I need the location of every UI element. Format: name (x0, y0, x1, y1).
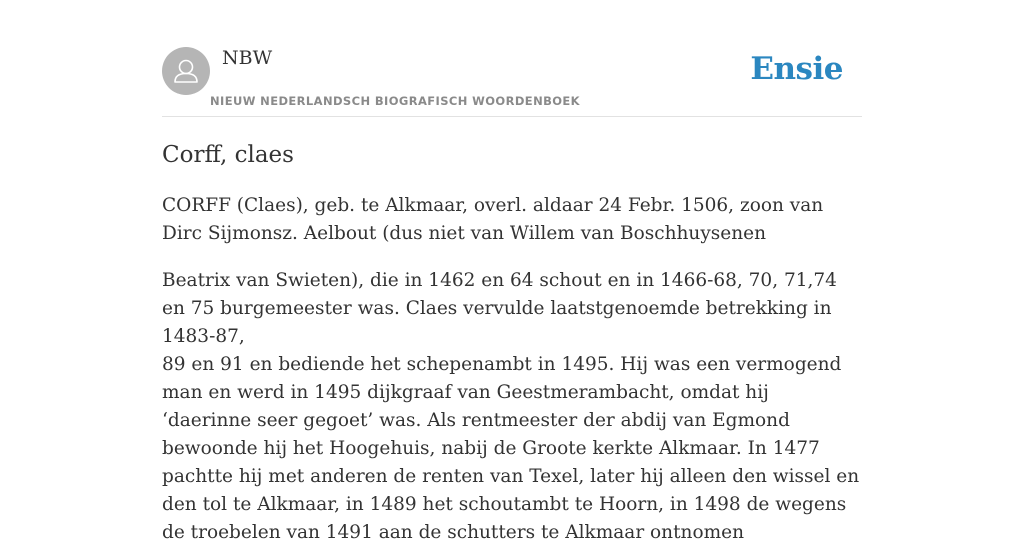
article-paragraph-3: 89 en 91 en bediende het schepenambt in 1495. Hij was een vermogend man en werd in 1495 dijkgraaf van Geestmerambacht, omdat hij ‘daerinne seer gegoet’ was. Als rentmeester der abdij van Egmond bewoonde hij het Hoogehuis, nabij de Groote kerkte Alkmaar. In 1477 pachtte hij met anderen de renten van Texel, later hij alleen den wissel en den tol te Alkmaar, in 1489 het schoutambt te Hoorn, in 1498 de wegens de troebelen van 1491 aan de schutters te Alkmaar ontnomen (162, 354, 860, 543)
source-header (162, 40, 862, 117)
avatar[interactable] (162, 47, 210, 95)
user-icon (162, 47, 210, 95)
article-paragraph-2: Beatrix van Swieten), die in 1462 en 64 schout en in 1466-68, 70, 71,74 en 75 burgemeester was. Claes vervulde laatstgenoemde betrekking in 1483-87, (162, 270, 837, 347)
ensie-logo[interactable]: Ensie (750, 51, 843, 87)
article-paragraph-1: CORFF (Claes), geb. te Alkmaar, overl. aldaar 24 Febr. 1506, zoon van Dirc Sijmonsz. Aelbout (dus niet van Willem van Boschhuysenen (162, 195, 824, 244)
page-title: Corff, claes (162, 142, 294, 168)
source-subtitle: NIEUW NEDERLANDSCH BIOGRAFISCH WOORDENBOEK (210, 94, 580, 108)
source-name[interactable]: NBW (222, 47, 273, 69)
